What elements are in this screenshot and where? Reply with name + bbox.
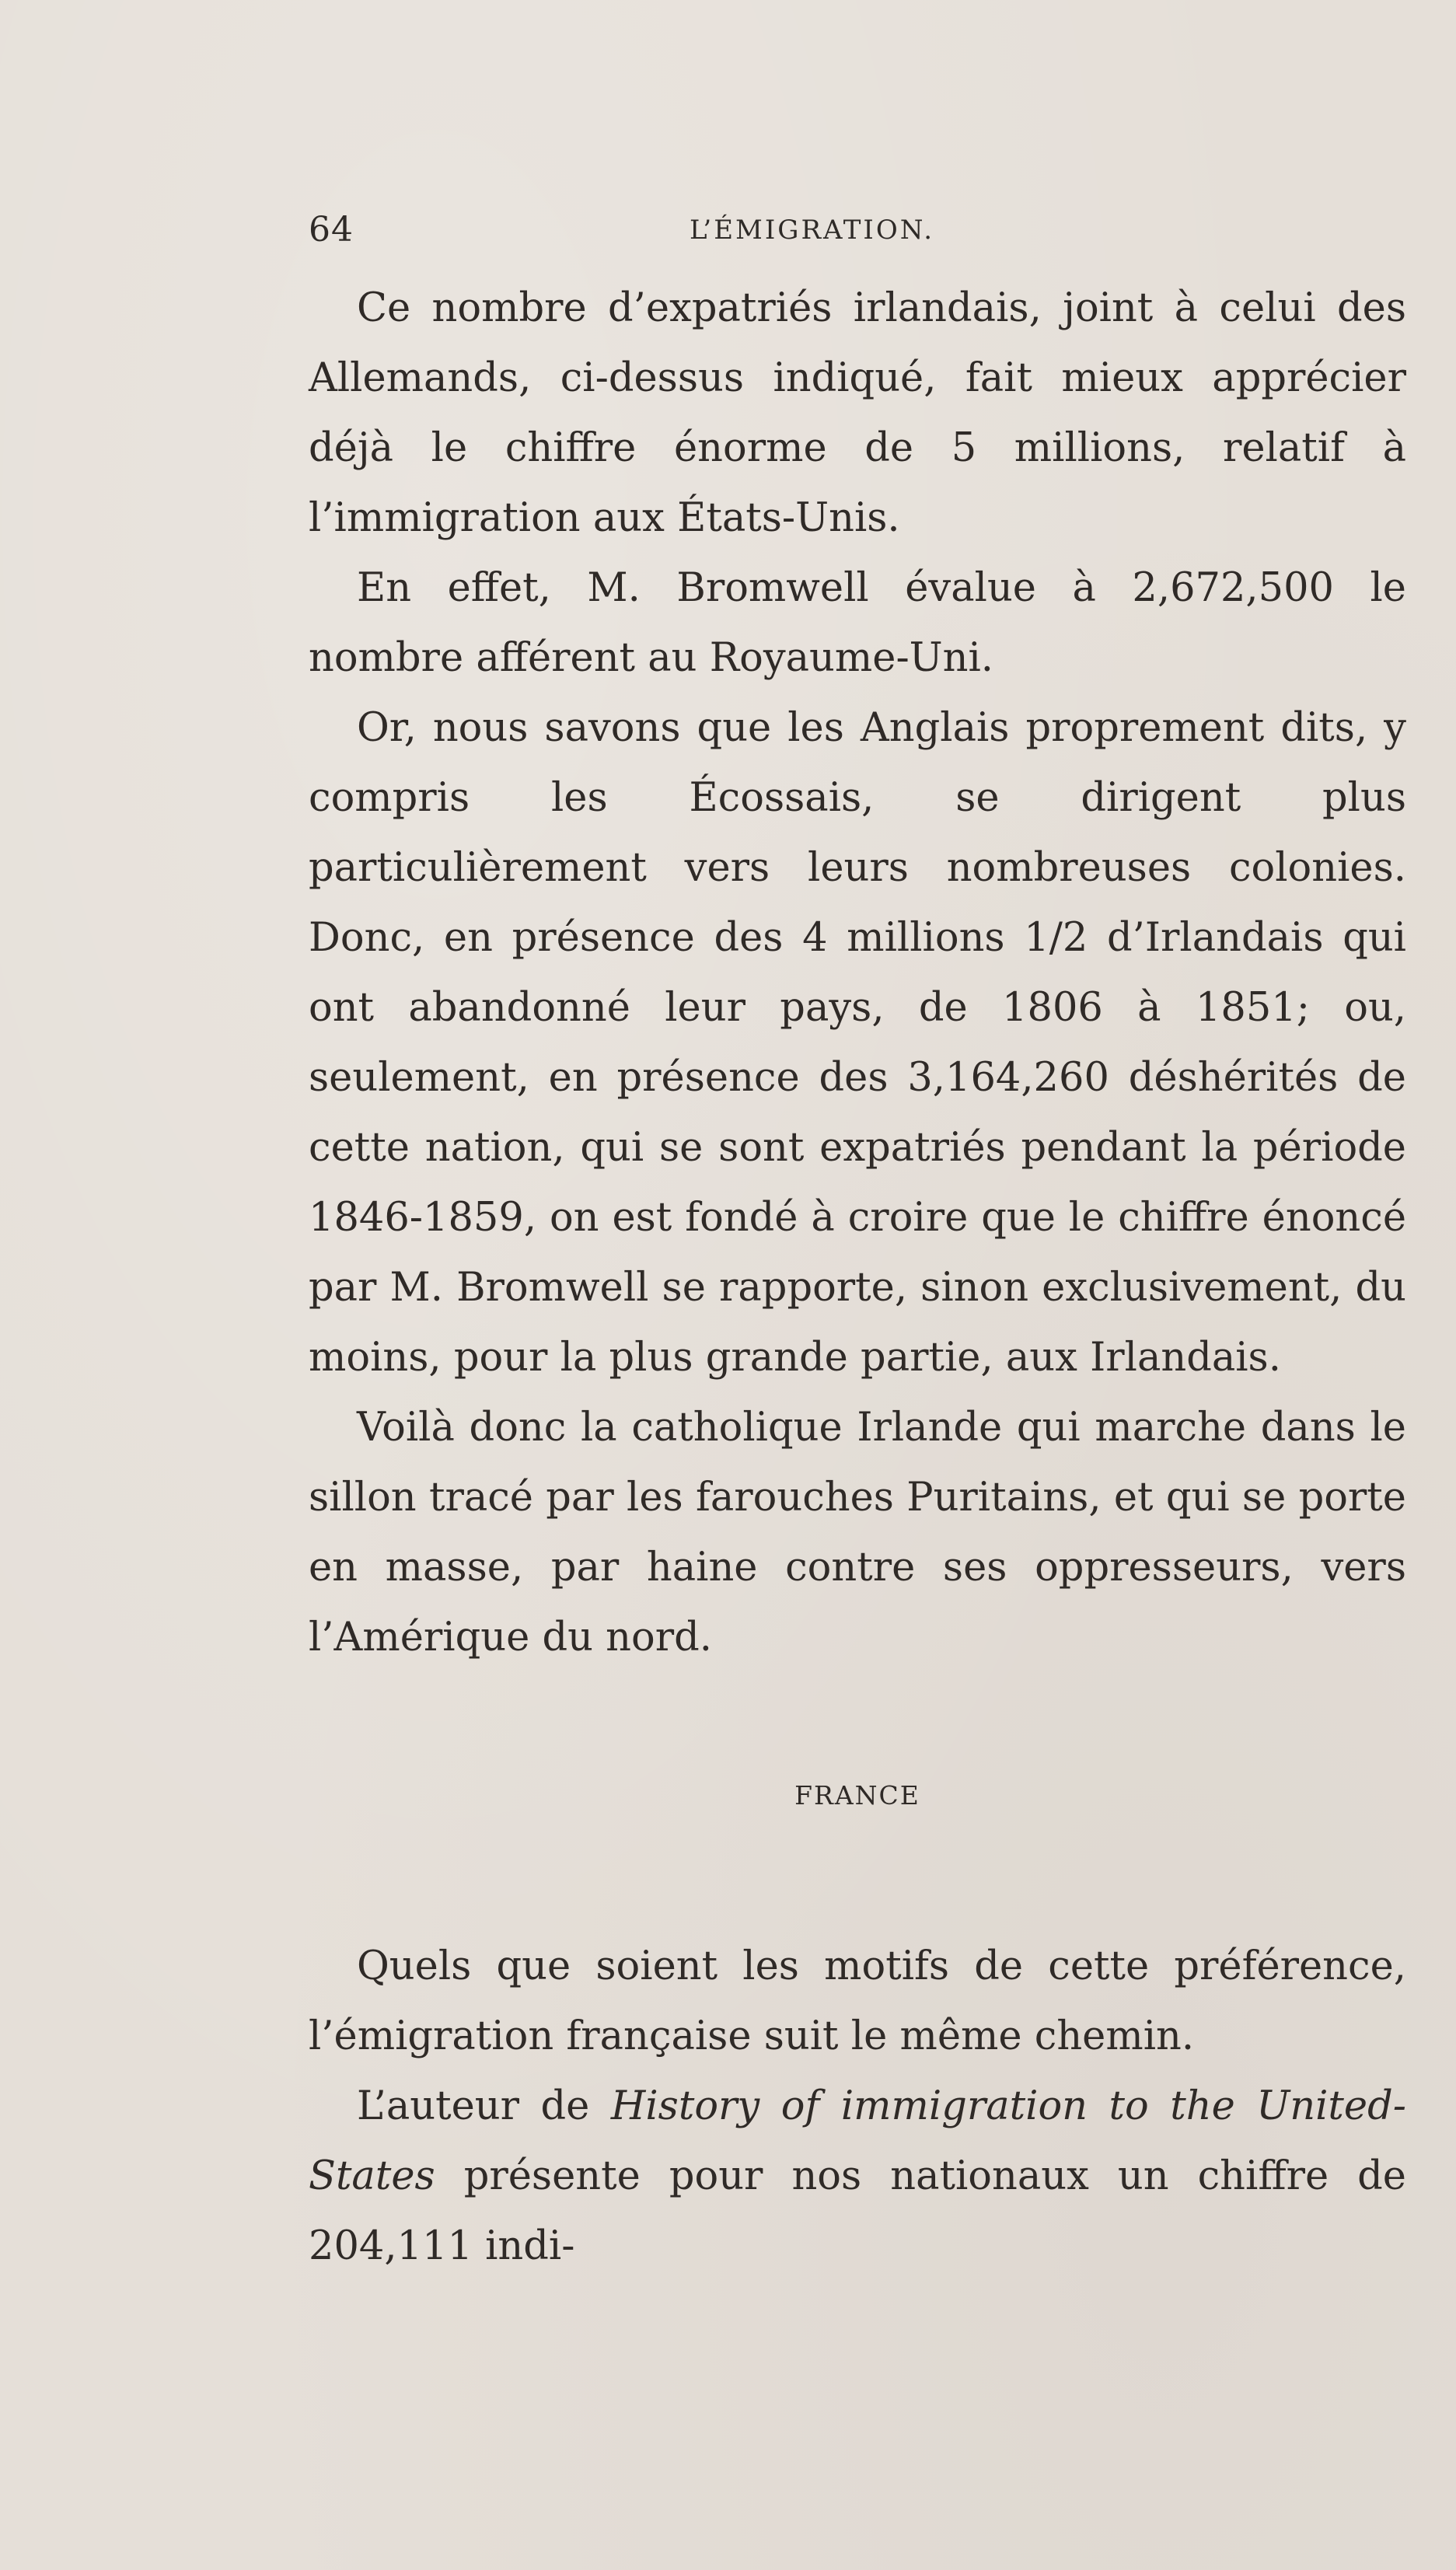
paragraph-4: Voilà donc la catholique Irlande qui marche dans le sillon tracé par les farouches Puritains, et qui se porte en masse, par haine contre ses oppresseurs, vers l’Amérique du nord. — [309, 1405, 1406, 1660]
section-text — [309, 1932, 1406, 2282]
section-paragraph-1: Quels que soient les motifs de cette préférence, l’émigration française suit le même chemin. — [309, 1943, 1406, 2059]
running-head: L’ÉMIGRATION. — [690, 215, 935, 246]
paragraph-2: En effet, M. Bromwell évalue à 2,672,500 le nombre afférent au Royaume-Uni. — [309, 565, 1406, 681]
main-text — [309, 274, 1406, 1673]
page-number: 64 — [309, 210, 354, 250]
page-header — [309, 210, 1406, 257]
paragraph-text-before: L’auteur de — [357, 2083, 611, 2129]
paragraph-1: Ce nombre d’expatriés irlandais, joint à celui des Allemands, ci-dessus indiqué, fait mieux apprécier déjà le chiffre énorme de 5 millions, relatif à l’immigration aux États-Unis. — [309, 285, 1406, 541]
section-title: FRANCE — [794, 1780, 920, 1811]
paragraph-3: Or, nous savons que les Anglais proprement dits, y compris les Écossais, se dirigent plus particulièrement vers leurs nombreuses colonies. Donc, en présence des 4 millions 1/2 d’Irlandais qui ont abandonné leur pays, de 1806 à 1851; ou, seulement, en présence des 3,164,260 déshérités de cette nation, qui se sont expatriés pendant la période 1846-1859, on est fondé à croire que le chiffre énoncé par M. Bromwell se rapporte, sinon exclusivement, du moins, pour la plus grande partie, aux Irlandais. — [309, 705, 1406, 1381]
book-title-italic: History of immigration to the United-States — [309, 2083, 1406, 2199]
section-paragraph-2 — [309, 2072, 1406, 2282]
paragraph-text-after: présente pour nos nationaux un chiffre de 204,111 indi- — [309, 2153, 1406, 2269]
